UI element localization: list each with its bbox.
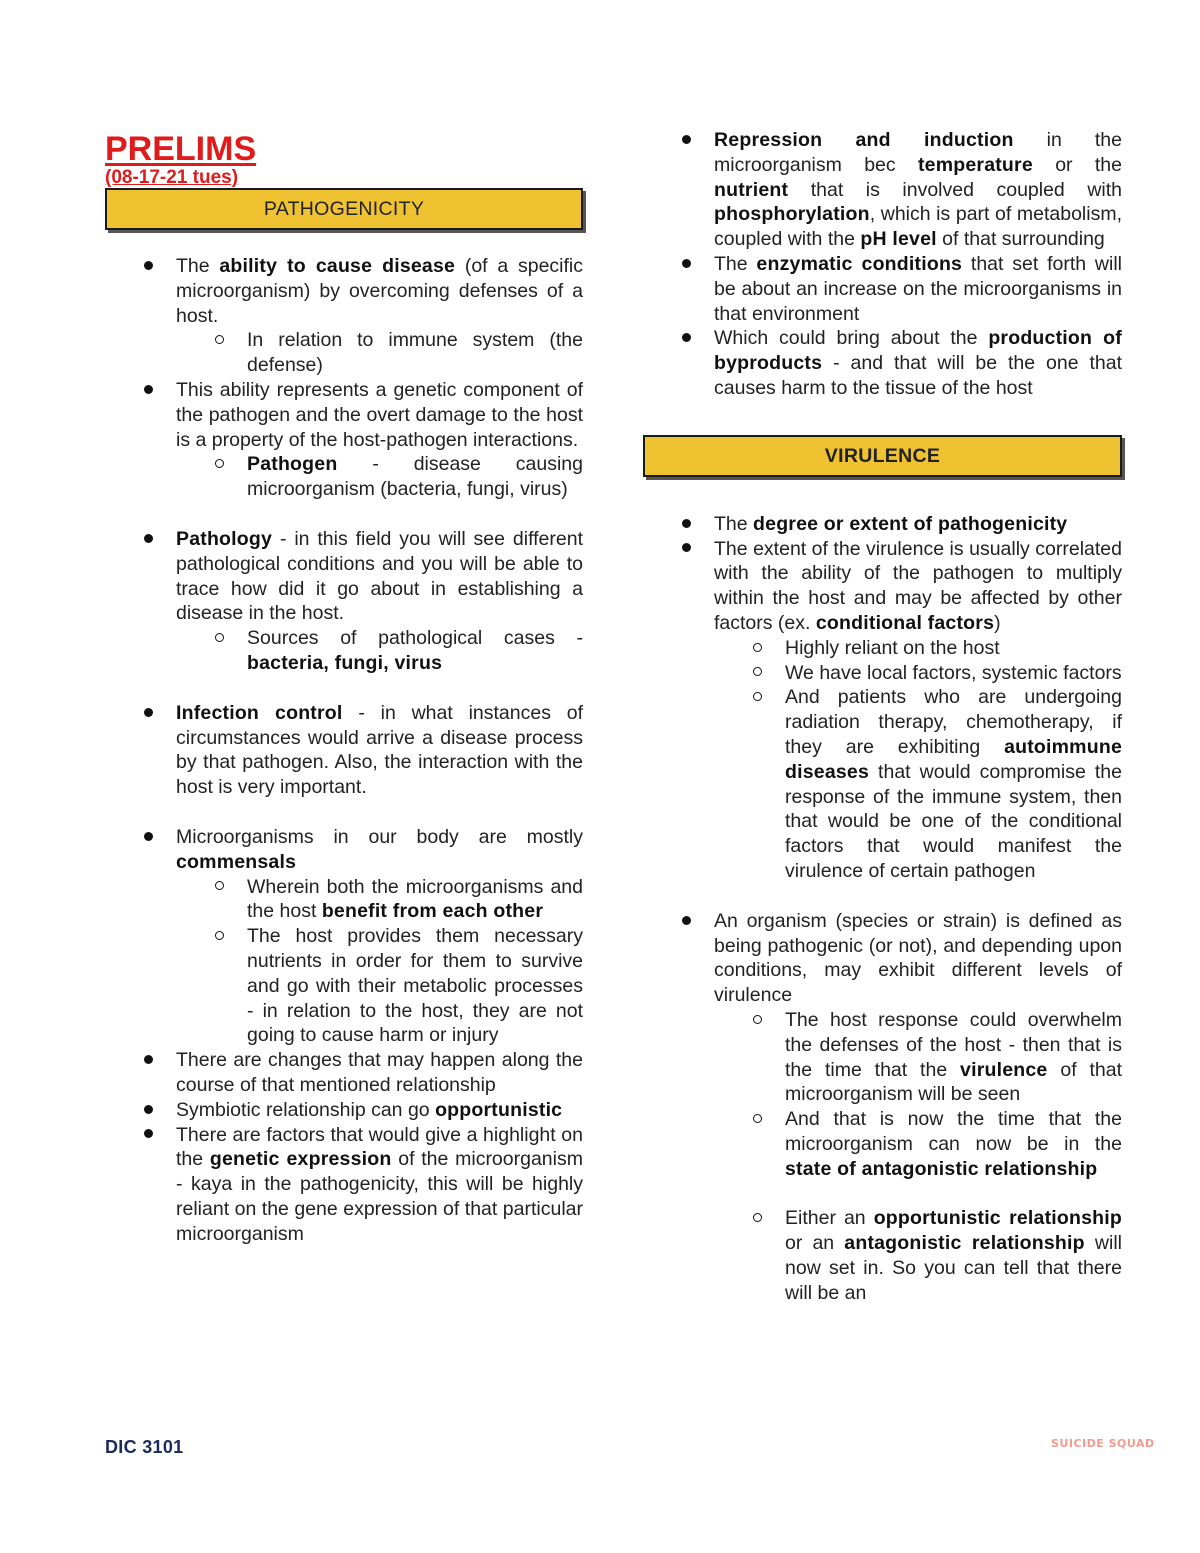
list-item: The enzymatic conditions that set forth will be about an increase on the microorganisms in that environment <box>643 252 1122 326</box>
list-item: Pathology - in this field you will see different pathological conditions and you will be able to trace how did it go about in establishing a disease in the host. Sources of pathological cases - bacteria, fungi, virus <box>105 527 583 676</box>
list-item: The extent of the virulence is usually correlated with the ability of the pathogen to multiply within the host and may be affected by other factors (ex. conditional factors) Highly reliant on the host We have local factors, systemic factors And patients who are undergoing radiation therapy, chemotherapy, if they are exhibiting autoimmune diseases that would compromise the response of the immune system, then that would be one of the conditional factors that would manifest the virulence of certain pathogen <box>643 537 1122 884</box>
sub-list-item: The host provides them necessary nutrients in order for them to survive and go with their metabolic processes - in relation to the host, they are not going to cause harm or injury <box>176 924 583 1048</box>
circle-bullet-icon <box>212 328 226 353</box>
sub-list-item: In relation to immune system (the defense) <box>176 328 583 378</box>
sub-list-item: And patients who are undergoing radiation therapy, chemotherapy, if they are exhibiting autoimmune diseases that would compromise the response of the immune system, then that would be one of the conditional factors that would manifest the virulence of certain pathogen <box>714 685 1122 883</box>
list-item: The ability to cause disease (of a specific microorganism) by overcoming defenses of a host. In relation to immune system (the defense) <box>105 254 583 378</box>
circle-bullet-icon <box>212 452 226 477</box>
bullet-icon <box>141 1048 155 1073</box>
list-item: There are changes that may happen along the course of that mentioned relationship <box>105 1048 583 1098</box>
sub-list-item: And that is now the time that the microorganism can now be in the state of antagonistic relationship <box>714 1107 1122 1181</box>
spacer <box>714 1181 1122 1206</box>
page-date: (08-17-21 tues) <box>105 167 239 188</box>
section-header-virulence: VIRULENCE <box>643 435 1122 477</box>
bullet-icon <box>141 527 155 552</box>
continued-list <box>643 128 1122 401</box>
bullet-icon <box>679 128 693 153</box>
list-item: An organism (species or strain) is defined as being pathogenic (or not), and depending upon conditions, may exhibit different levels of virulence The host response could overwhelm the defenses of the host - then that is the time that the virulence of that microorganism will be seen And that is now the time that the microorganism can now be in the state of antagonistic relationship Either an opportunistic relationship or an antagonistic relationship will now set in. So you can tell that there will be an <box>643 909 1122 1306</box>
list-item: Infection control - in what instances of circumstances would arrive a disease process by that pathogen. Also, the interaction with the host is very important. <box>105 701 583 800</box>
circle-bullet-icon <box>750 1008 764 1033</box>
page-title: PRELIMS <box>105 130 257 168</box>
spacer <box>643 884 1122 909</box>
spacer <box>105 676 583 701</box>
bullet-icon <box>679 909 693 934</box>
bullet-icon <box>141 1098 155 1123</box>
right-column <box>643 128 1122 1306</box>
circle-bullet-icon <box>750 1107 764 1132</box>
spacer <box>105 800 583 825</box>
circle-bullet-icon <box>750 661 764 686</box>
sub-list-item: Either an opportunistic relationship or an antagonistic relationship will now set in. So you can tell that there will be an <box>714 1206 1122 1305</box>
footer-watermark: SUICIDE SQUAD <box>1051 1437 1155 1450</box>
sub-list-item: Pathogen - disease causing microorganism (bacteria, fungi, virus) <box>176 452 583 502</box>
left-column <box>105 128 583 1246</box>
bullet-icon <box>141 701 155 726</box>
list-item: Symbiotic relationship can go opportunistic <box>105 1098 583 1123</box>
virulence-list <box>643 512 1122 1306</box>
circle-bullet-icon <box>212 875 226 900</box>
bullet-icon <box>679 537 693 562</box>
list-item: This ability represents a genetic component of the pathogen and the overt damage to the host is a property of the host-pathogen interactions. Pathogen - disease causing microorganism (bacteria, fungi, virus) <box>105 378 583 502</box>
circle-bullet-icon <box>750 1206 764 1231</box>
circle-bullet-icon <box>750 685 764 710</box>
sub-list-item: Highly reliant on the host <box>714 636 1122 661</box>
section-header-pathogenicity: PATHOGENICITY <box>105 188 583 230</box>
circle-bullet-icon <box>212 626 226 651</box>
spacer <box>105 502 583 527</box>
list-item: Microorganisms in our body are mostly commensals Wherein both the microorganisms and the host benefit from each other The host provides them necessary nutrients in order for them to survive and go with their metabolic processes - in relation to the host, they are not going to cause harm or injury <box>105 825 583 1048</box>
list-item: The degree or extent of pathogenicity <box>643 512 1122 537</box>
footer-course-code: DIC 3101 <box>105 1437 184 1457</box>
bullet-icon <box>679 512 693 537</box>
pathogenicity-list <box>105 254 583 1246</box>
circle-bullet-icon <box>212 924 226 949</box>
sub-list-item: The host response could overwhelm the defenses of the host - then that is the time that the virulence of that microorganism will be seen <box>714 1008 1122 1107</box>
list-item: Which could bring about the production of byproducts - and that will be the one that causes harm to the tissue of the host <box>643 326 1122 400</box>
bullet-icon <box>141 378 155 403</box>
sub-list-item: Wherein both the microorganisms and the host benefit from each other <box>176 875 583 925</box>
bullet-icon <box>141 825 155 850</box>
sub-list-item: Sources of pathological cases - bacteria, fungi, virus <box>176 626 583 676</box>
sub-list-item: We have local factors, systemic factors <box>714 661 1122 686</box>
circle-bullet-icon <box>750 636 764 661</box>
bullet-icon <box>141 254 155 279</box>
list-item: Repression and induction in the microorganism bec temperature or the nutrient that is involved coupled with phosphorylation, which is part of metabolism, coupled with the pH level of that surrounding <box>643 128 1122 252</box>
bullet-icon <box>141 1123 155 1148</box>
list-item: There are factors that would give a highlight on the genetic expression of the microorganism - kaya in the pathogenicity, this will be highly reliant on the gene expression of that particular microorganism <box>105 1123 583 1247</box>
bullet-icon <box>679 252 693 277</box>
bullet-icon <box>679 326 693 351</box>
